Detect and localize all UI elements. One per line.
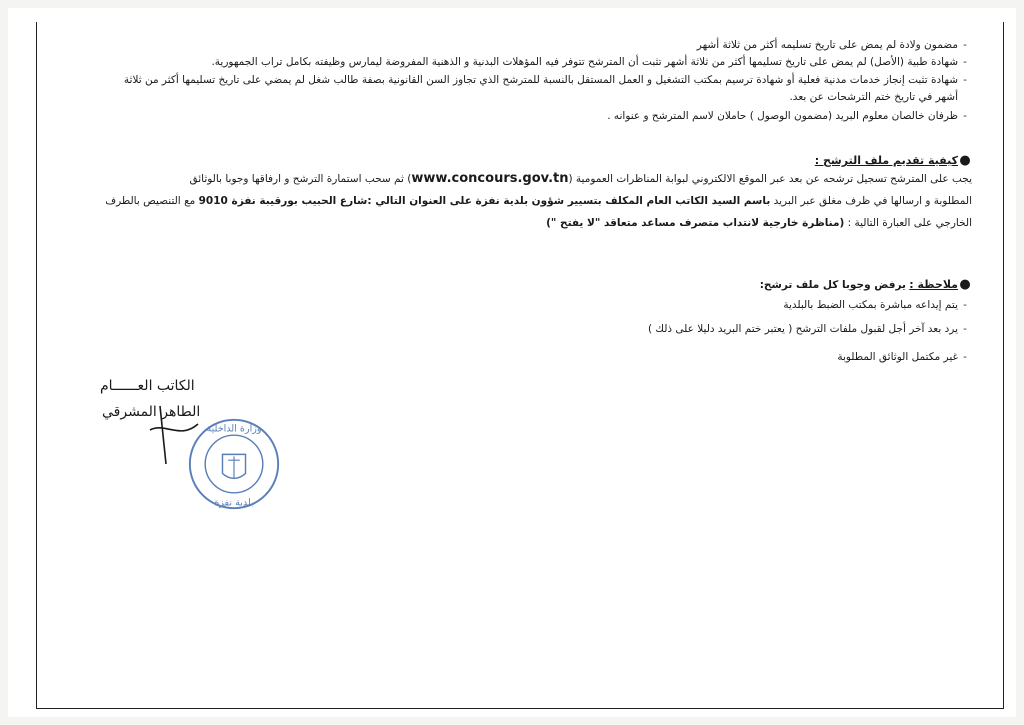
signature-title: الكاتب العــــــام <box>100 378 195 394</box>
list-item: -غير مكتمل الوثائق المطلوبة <box>837 351 967 363</box>
bullet-icon: ● <box>959 153 971 168</box>
list-item-continued: أشهر في تاريخ ختم الترشحات عن بعد. <box>789 91 958 103</box>
concours-link[interactable]: www.concours.gov.tn <box>411 171 569 186</box>
stamp-bottom-text: بلدية نفزة <box>214 497 254 509</box>
list-item: -مضمون ولادة لم يمض على تاريخ تسليمه أكثر من ثلاثة أشهر <box>696 39 967 51</box>
application-line-1: يجب على المترشح تسجيل ترشحه عن بعد عبر الموقع الالكتروني لبوابة المناظرات العمومية (www.concours.gov.tn) ثم سحب استمارة الترشح و ارفاقها وجوبا بالوثائق <box>189 171 972 186</box>
list-item: -يرد بعد آخر أجل لقبول ملفات الترشح ( يعتبر ختم البريد دليلا على ذلك ) <box>647 323 967 335</box>
section-heading: ●كيفية تقديم ملف الترشح : <box>814 153 971 168</box>
page-border <box>36 22 1004 709</box>
municipal-stamp-icon <box>186 416 282 512</box>
list-item: -ظرفان خالصان معلوم البريد (مضمون الوصول ) حاملان لاسم المترشح و عنوانه . <box>607 110 967 122</box>
note-heading: ●ملاحظة : يرفض وجوبا كل ملف ترشح: <box>759 277 971 292</box>
application-line-3: الخارجي على العبارة التالية : (مناظرة خارجية لانتداب متصرف مساعد متعاقد "لا يفتح ") <box>546 217 972 229</box>
list-item: -شهادة طبية (الأصل) لم يمض على تاريخ تسليمها أكثر من ثلاثة أشهر تثبت أن المترشح تتوفر فيه المؤهلات البدنية و الذهنية المفروضة ليمارس وظيفته بكامل تراب الجمهورية. <box>211 56 967 68</box>
stamp-top-text: وزارة الداخلية <box>206 423 262 435</box>
signature-name: الطاهر المشرقي <box>102 404 201 420</box>
list-item: -شهادة تثبت إنجاز خدمات مدنية فعلية أو شهادة ترسيم بمكتب التشغيل و العمل المستقل بالنسبة للمترشح الذي تجاوز السن القانونية بصفة طالب شغل لم يمضي على تاريخ تسليمها أكثر من ثلاثة <box>123 74 967 86</box>
document-page <box>8 8 1016 717</box>
list-item: -يتم إيداعه مباشرة بمكتب الضبط بالبلدية <box>783 299 967 311</box>
application-line-2: المطلوبة و ارسالها في ظرف مغلق عبر البريد باسم السيد الكاتب العام المكلف بتسيير شؤون بلدية نفزة على العنوان التالي :شارع الحبيب بورقيبة نفزة 9010 مع التنصيص بالطرف <box>105 195 972 207</box>
bullet-icon: ● <box>959 277 971 292</box>
